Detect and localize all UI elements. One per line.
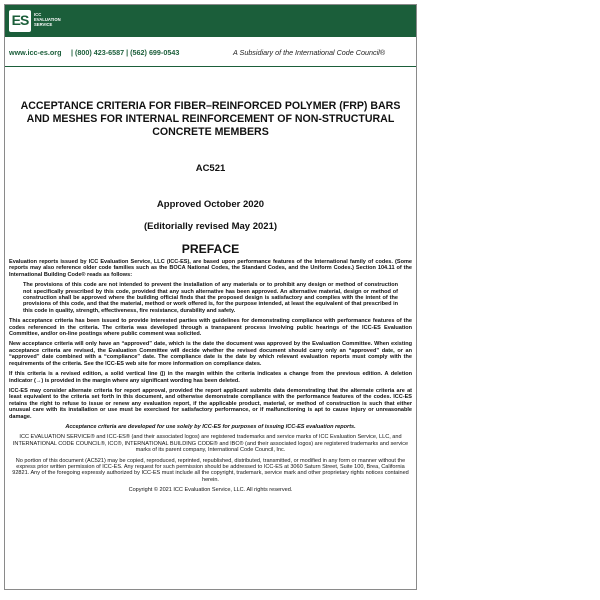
preface-paragraph-4: If this criteria is a revised edition, a solid vertical line (|) in the margin within the criteria indicates a change from the previous edition. A deletion indicator (→) is provided in the margin where any significant wording has been deleted. xyxy=(9,371,412,384)
contact-row xyxy=(5,47,416,59)
preface-paragraph-1: Evaluation reports issued by ICC Evaluation Service, LLC (ICC-ES), are based upon performance features of the International family of codes. (Some reports may also reference older code families such as the BOCA National Codes, the Standard Codes, and the Uniform Codes.) Section 104.11 of the International Building Code® reads as follows: xyxy=(9,259,412,278)
preface-paragraph-5: ICC-ES may consider alternate criteria for report approval, provided the report applicant submits data demonstrating that the alternate criteria are at least equivalent to the criteria set forth in this document, and otherwise demonstrate compliance with the performance features of the codes. ICC-ES retains the right to refuse to issue or renew any evaluation report, if the applicable product, material, or method of construction is such that either unusual care with its installation or use must be exercised for satisfactory performance, or if malfunctioning is apt to cause injury or unreasonable damage. xyxy=(9,387,412,420)
header-divider xyxy=(5,66,416,67)
subsidiary-text: A Subsidiary of the International Code Council® xyxy=(233,48,386,57)
preface-paragraph-6: Acceptance criteria are developed for use solely by ICC-ES for purposes of issuing ICC-ES evaluation reports. xyxy=(65,423,356,430)
phone-numbers: | (800) 423-6587 | (562) 699-0543 xyxy=(71,48,180,57)
code-quote: The provisions of this code are not intended to prevent the installation of any materials or to prohibit any design or method of construction not specifically prescribed by this code, provided that any such alternative has been approved. An alternative material, design or method of construction shall be approved where the building official finds that the proposed design is satisfactory and complies with the intent of the provisions of this code, and that the material, method or work offered is, for the purpose intended, at least the equivalent of that prescribed in this code in quality, strength, effectiveness, fire resistance, durability and safety. xyxy=(23,282,398,314)
header-band xyxy=(5,5,416,37)
website-link[interactable]: www.icc-es.org xyxy=(9,48,62,57)
document-title: ACCEPTANCE CRITERIA FOR FIBER–REINFORCED POLYMER (FRP) BARS AND MESHES FOR INTERNAL REINFORCEMENT OF NON-STRUCTURAL CONCRETE MEMBERS xyxy=(20,100,401,138)
icc-es-logo xyxy=(9,10,31,32)
logo-letters: ES xyxy=(11,12,29,28)
preface-body xyxy=(9,259,412,498)
logo-word-1: ICC xyxy=(34,12,42,17)
logo-word-2: EVALUATION xyxy=(34,17,61,22)
document-code: AC521 xyxy=(195,163,226,174)
document-page xyxy=(4,4,417,590)
preface-paragraph-3: New acceptance criteria will only have an “approved” date, which is the date the document was approved by the Evaluation Committee. When existing acceptance criteria are revised, the Evaluation Committee will decide whether the revised document should carry only an “approved” date, or an “approved” date combined with a “compliance” date. The compliance date is the date by which relevant evaluation reports must comply with the requirements of the criteria. See the ICC-ES web site for more information on compliance dates. xyxy=(9,341,412,367)
preface-paragraph-2: This acceptance criteria has been issued to provide interested parties with guidelines for demonstrating compliance with performance features of the codes referenced in the criteria. The criteria was developed through a transparent process involving public hearings of the ICC-ES Evaluation Committee, and/or on-line postings where public comment was solicited. xyxy=(9,318,412,338)
approved-date: Approved October 2020 xyxy=(156,199,265,210)
logo-word-3: SERVICE xyxy=(34,22,53,27)
preface-heading: PREFACE xyxy=(181,242,240,256)
logo-words xyxy=(34,12,61,27)
revised-date: (Editorially revised May 2021) xyxy=(143,221,278,232)
copyright-notice: Copyright © 2021 ICC Evaluation Service, LLC. All rights reserved. xyxy=(128,487,293,494)
trademark-notice: ICC EVALUATION SERVICE® and ICC-ES® (and their associated logos) are registered trademarks and service marks of ICC Evaluation Service, LLC, and INTERNATIONAL CODE COUNCIL®, ICC®, INTERNATIONAL BUILDING CODE® and IBC® (and their associated logos) are registered trademarks and service marks of its parent company, International Code Council, Inc. xyxy=(12,434,409,454)
copy-permission-notice: No portion of this document (AC521) may be copied, reproduced, reprinted, republished, distributed, transmitted, or modified in any form or manner without the express prior written permission of ICC-ES. Any request for such permission should be addressed to ICC-ES at 3060 Saturn Street, Suite 100, Brea, California 92821. Any of the foregoing expressly authorized by ICC-ES must include all the copyright, trademark, service mark and other proprietary rights notices contained herein. xyxy=(12,457,409,483)
